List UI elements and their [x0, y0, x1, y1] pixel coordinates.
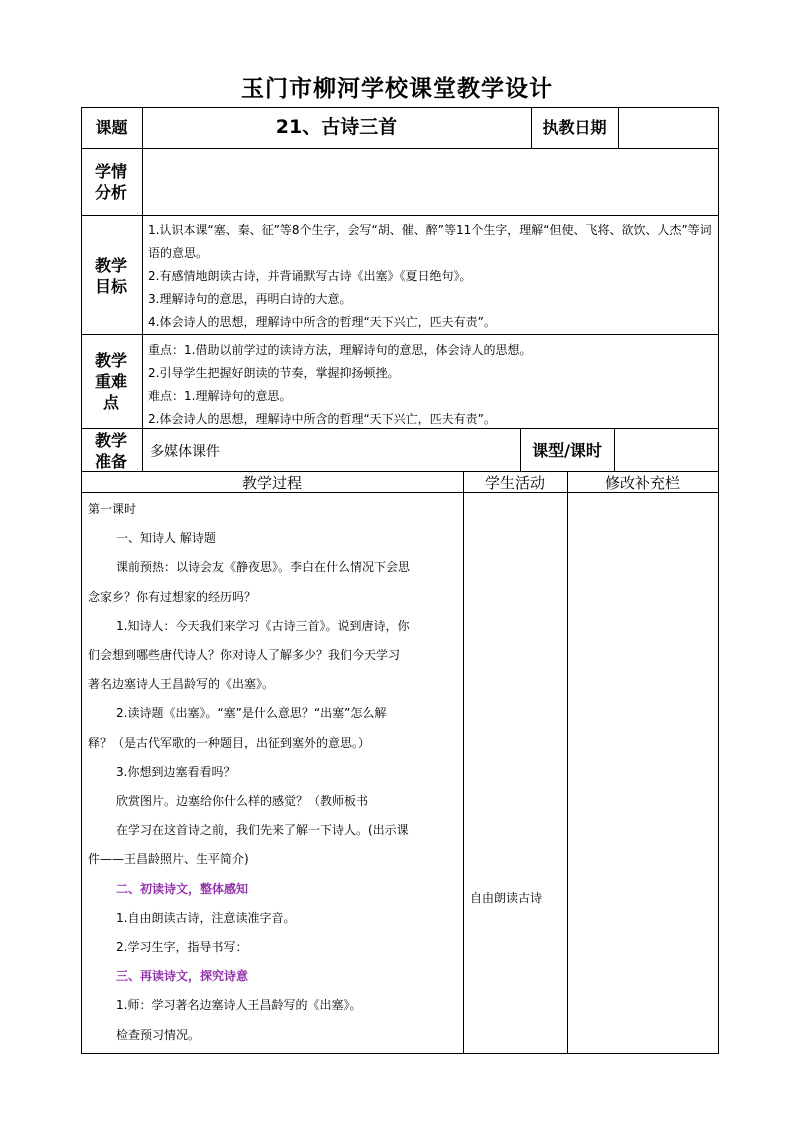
goal-item: 4.体会诗人的思想，理解诗中所含的哲理“天下兴亡，匹夫有责”。: [148, 315, 496, 329]
student-activity-header: 学生活动: [484, 474, 545, 492]
process-line: 1.师：学习著名边塞诗人王昌龄写的《出塞》。: [116, 998, 362, 1013]
date-label: 执教日期: [542, 118, 607, 137]
process-line: 在学习在这首诗之前，我们先来了解一下诗人。(出示课: [116, 823, 409, 838]
process-line: 念家乡？你有过想家的经历吗？: [88, 589, 257, 604]
key-point-item: 2.体会诗人的思想，理解诗中所含的哲理“天下兴亡，匹夫有责”。: [148, 412, 496, 426]
process-line: 3.你想到边塞看看吗？: [116, 764, 236, 779]
process-line: 1.自由朗读古诗，注意读准字音。: [116, 910, 296, 925]
process-line: 2.读诗题《出塞》。“塞”是什么意思？“出塞”怎么解: [116, 706, 387, 721]
process-line: 释？（是古代军歌的一种题目，出征到塞外的意思。）: [88, 735, 371, 750]
process-line: 2.学习生字，指导书写：: [116, 940, 248, 955]
section-heading: 一、知诗人 解诗题: [116, 531, 216, 546]
key-point-item: 2.引导学生把握好朗读的节奏，掌握抑扬顿挫。: [148, 366, 400, 380]
process-line: 件——王昌龄照片、生平简介): [88, 852, 249, 867]
document-title: 玉门市柳河学校课堂教学设计: [241, 76, 553, 102]
lesson-period: 第一课时: [88, 502, 137, 516]
key-points-label: 教学重难点: [94, 351, 127, 412]
goals-label: 教学目标: [94, 256, 127, 296]
topic-value: 21、古诗三首: [275, 116, 398, 138]
key-point-item: 难点：1.理解诗句的意思。: [148, 389, 292, 403]
process-header: 教学过程: [241, 474, 302, 492]
key-point-item: 重点：1.借助以前学过的读诗方法，理解诗句的意思，体会诗人的思想。: [148, 343, 532, 357]
analysis-label: 学情分析: [94, 162, 127, 202]
process-line: 检查预习情况。: [116, 1027, 201, 1042]
topic-label: 课题: [95, 118, 128, 137]
process-line: 1.知诗人：今天我们来学习《古诗三首》。说到唐诗，你: [116, 618, 410, 633]
goal-item: 2.有感情地朗读古诗，并背诵默写古诗《出塞》《夏日绝句》。: [148, 269, 472, 283]
goal-item: 1.认识本课“塞、秦、征”等8个生字，会写“胡、催、醉”等11个生字，理解“但使、飞将、欲饮、人杰”等词语的意思。: [148, 223, 712, 260]
process-content: [88, 495, 460, 1050]
goal-item: 3.理解诗句的意思，再明白诗的大意。: [148, 292, 352, 306]
prep-label: 教学准备: [94, 431, 127, 471]
student-activity-text: 自由朗读古诗: [470, 891, 543, 905]
section-heading: 二、初读诗文，整体感知: [116, 881, 249, 896]
process-line: 课前预热：以诗会友《静夜思》。李白在什么情况下会思: [116, 560, 411, 575]
process-line: 欣赏图片。边塞给你什么样的感觉？（教师板书: [116, 794, 369, 809]
process-line: 著名边塞诗人王昌龄写的《出塞》。: [88, 677, 275, 692]
prep-value: 多媒体课件: [150, 444, 220, 460]
goals-list: [148, 219, 716, 334]
revision-header: 修改补充栏: [604, 474, 680, 492]
process-line: 们会想到哪些唐代诗人？你对诗人了解多少？我们今天学习: [88, 648, 401, 663]
section-heading: 三、再读诗文，探究诗意: [116, 969, 249, 984]
lesson-type-label: 课型/课时: [532, 441, 602, 460]
key-points-list: [148, 339, 716, 431]
